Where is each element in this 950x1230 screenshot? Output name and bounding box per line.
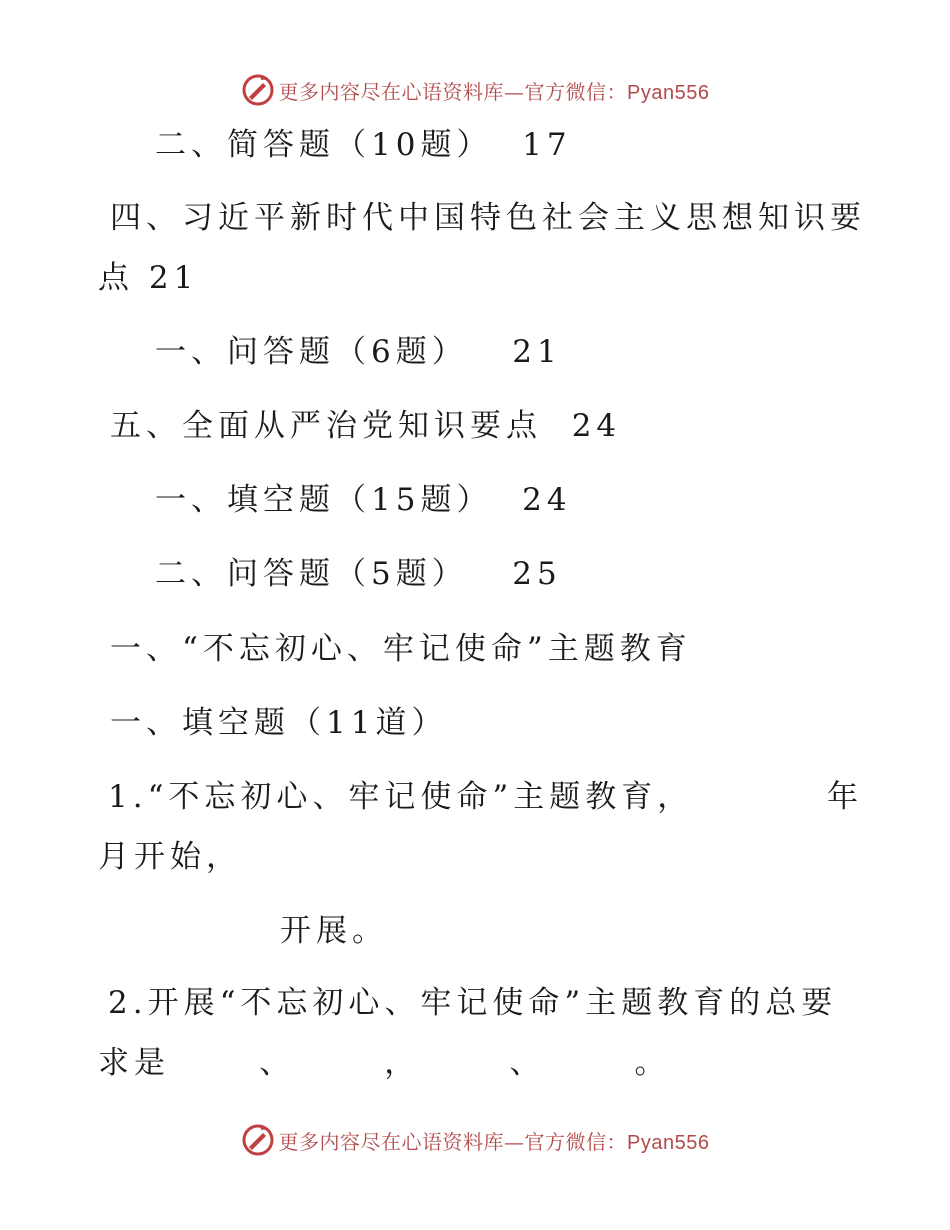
toc-line: 四、习近平新时代中国特色社会主义思想知识要 [110, 200, 866, 236]
question-line: 开展。 [280, 913, 388, 949]
section-heading: 一、“不忘初心、牢记使命”主题教育 [110, 631, 692, 667]
toc-line: 一、填空题（15题） 24 [155, 482, 572, 518]
header-watermark-banner [0, 70, 950, 110]
question-line: 1.“不忘初心、牢记使命”主题教育， 年 [108, 779, 863, 815]
pen-logo-icon [241, 73, 275, 107]
question-line: 求是 、 ， 、 。 [98, 1045, 671, 1081]
toc-line: 一、问答题（6题） 21 [155, 334, 562, 370]
footer-banner-text: 更多内容尽在心语资料库—官方微信：Pyan556 [278, 1129, 710, 1154]
footer-watermark-banner [0, 1120, 950, 1160]
header-banner-text: 更多内容尽在心语资料库—官方微信：Pyan556 [278, 79, 710, 104]
toc-line: 二、问答题（5题） 25 [155, 556, 562, 592]
question-line: 月开始， [98, 839, 242, 875]
toc-line: 点 21 [98, 260, 199, 296]
toc-line: 二、简答题（10题） 17 [155, 127, 572, 163]
subsection-heading: 一、填空题（11道） [110, 705, 448, 741]
question-line: 2.开展“不忘初心、牢记使命”主题教育的总要 [108, 985, 838, 1021]
pen-logo-icon [241, 1123, 275, 1157]
toc-line: 五、全面从严治党知识要点 24 [110, 408, 622, 444]
